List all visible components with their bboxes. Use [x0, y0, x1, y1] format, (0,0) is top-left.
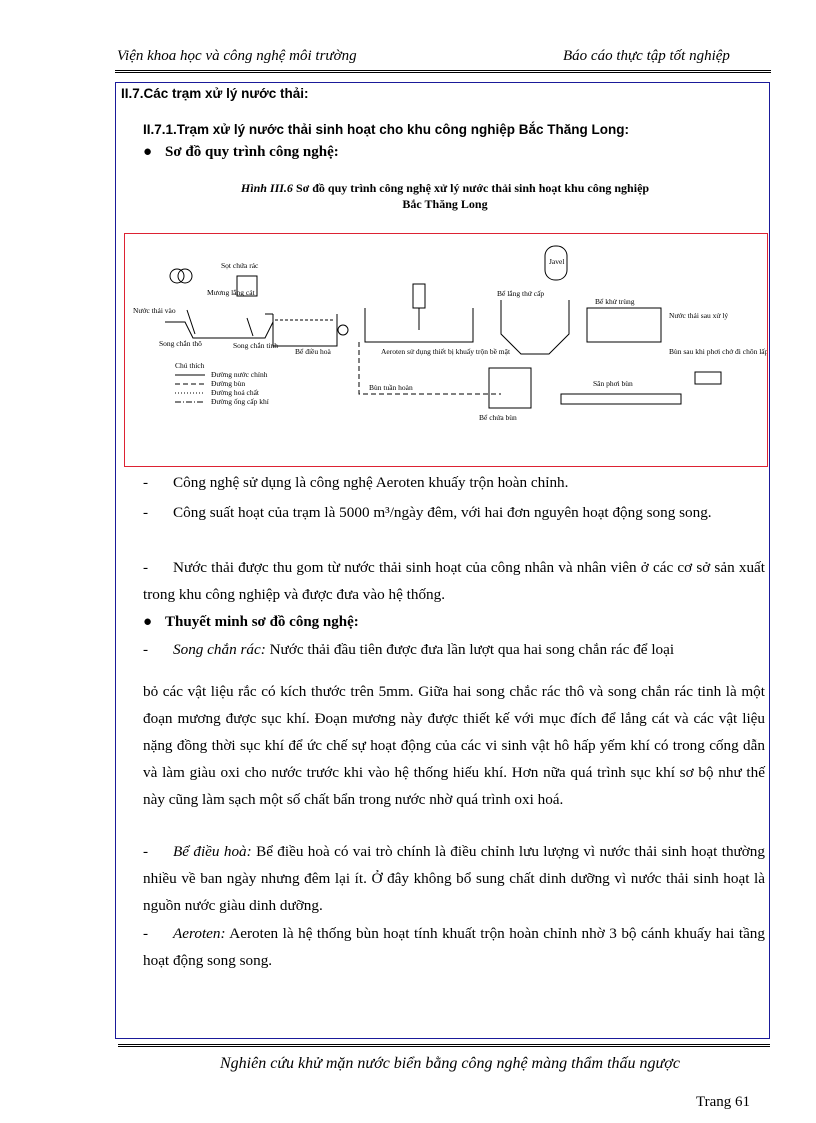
- paragraph-5-text: Bể điều hoà có vai trò chính là điều chỉnh lưu lượng vì nước thải sinh hoạt thường nhiều về ban ngày nhưng đêm lại ít. Ở đây không bổ sung chất dinh dưỡng vì nước thải sinh hoạt là nguồn nước giàu dinh dưỡng.: [143, 843, 765, 914]
- section-heading: II.7.Các trạm xử lý nước thải:: [121, 86, 309, 101]
- label-san-phoi-bun: Sân phơi bùn: [593, 379, 633, 388]
- figure-caption: [130, 180, 760, 212]
- paragraph-4: - Song chắn rác: Nước thải đầu tiên được đưa lần lượt qua hai song chắn rác để loại: [143, 641, 675, 658]
- paragraph-2: - Công suất hoạt của trạm là 5000 m³/ngày đêm, với hai đơn nguyên hoạt động song song.: [143, 504, 712, 521]
- footer-rule: [118, 1044, 770, 1047]
- term-be-dieu-hoa: Bể điều hoà:: [173, 843, 252, 860]
- caption-label: Hình III.6: [240, 181, 293, 195]
- paragraph-5: - Bể điều hoà: Bể điều hoà có vai trò chính là điều chỉnh lưu lượng vì nước thải sinh hoạt thường nhiều về ban ngày nhưng đêm lại ít. Ở đây không bổ sung chất dinh dưỡng vì nước thải sinh hoạt là nguồn nước giàu dinh dưỡng.: [143, 843, 765, 914]
- drying-bed: [561, 394, 681, 404]
- label-song-chan-tho: Song chắn thô: [159, 339, 202, 348]
- label-muong-lang-cat: Mương lắng cát: [207, 288, 255, 297]
- paragraph-1: - Công nghệ sử dụng là công nghệ Aeroten khuấy trộn hoàn chỉnh.: [143, 474, 569, 491]
- label-javel: Javel: [549, 257, 565, 266]
- paragraph-4-text: Nước thải đầu tiên được đưa lần lượt qua hai song chắn rác để loại: [265, 641, 675, 658]
- disinfection-tank: [587, 308, 661, 342]
- caption-line2: Bắc Thăng Long: [402, 197, 488, 211]
- label-aeroten: Aeroten sử dụng thiết bị khuấy trộn bề mặt: [381, 347, 511, 356]
- process-diagram-svg: [125, 234, 767, 466]
- bullet-icon: ●: [143, 614, 153, 630]
- legend-nuoc: Đường nước chính: [211, 370, 268, 379]
- paragraph-4-continued: bỏ các vật liệu rắc có kích thước trên 5mm. Giữa hai song chắc rác thô và song chắn rác tinh là một đoạn mương được sục khí. Đoạn mương này được thiết kế với mục đích để lắng cát và các vật liệu nặng đồng thời sục khí để ức chế sự hoạt động của các vi sinh vật hô hấp yếm khí có trong cống dẫn và làm giàu oxi cho nước trước khi vào hệ thống hiếu khí. Hơn nữa quá trình sục khí sơ bộ như thế này cũng làm sạch một số chất bẩn trong nước nhờ quá trình oxi hoá.: [143, 683, 765, 808]
- paragraph-2-text: Công suất hoạt của trạm là 5000 m³/ngày đêm, với hai đơn nguyên hoạt động song song.: [173, 504, 712, 521]
- header-right: Báo cáo thực tập tốt nghiệp: [563, 48, 730, 64]
- legend-hoa-chat: Đường hoá chất: [211, 388, 260, 397]
- coarse-screen: [187, 310, 195, 334]
- term-song-chan-rac: Song chắn rác:: [173, 641, 266, 658]
- label-bun-tuan-hoan: Bùn tuần hoàn: [369, 383, 413, 392]
- legend-bun: Đường bùn: [211, 379, 246, 388]
- mixer-icon: [413, 284, 425, 308]
- page-number: Trang 61: [696, 1094, 751, 1110]
- legend-khi: Đường ống cấp khí: [211, 397, 269, 406]
- paragraph-6: - Aeroten: Aeroten là hệ thống bùn hoạt tính khuất trộn hoàn chỉnh nhờ 3 bộ cánh khuấy hai tầng hoạt động song song.: [143, 925, 765, 969]
- bullet-explanation: [143, 614, 359, 631]
- label-nuoc-thai-sau-xu-ly: Nước thải sau xử lý: [669, 311, 729, 320]
- process-diagram: [124, 233, 768, 467]
- header-rule: [115, 70, 771, 73]
- bullet-label: Thuyết minh sơ đồ công nghệ:: [165, 614, 359, 630]
- footer-text: Nghiên cứu khử mặn nước biển bằng công nghệ màng thẩm thấu ngược: [220, 1055, 680, 1072]
- sludge-tank: [489, 368, 531, 408]
- caption-text: Sơ đồ quy trình công nghệ xử lý nước thải sinh hoạt khu công nghiệp: [292, 181, 650, 195]
- term-aeroten: Aeroten:: [173, 925, 226, 942]
- label-bun-sau-khi-phoi: Bùn sau khi phơi chở đi chôn lấp: [669, 347, 767, 356]
- pump-1-icon: [338, 325, 348, 335]
- channel-shape: [165, 322, 273, 338]
- label-be-khu-trung: Bể khử trùng: [595, 297, 635, 306]
- header-left: Viện khoa học và công nghệ môi trường: [117, 48, 357, 64]
- screen-symbol: [170, 269, 192, 283]
- label-nuoc-thai-vao: Nước thải vào: [133, 306, 176, 315]
- bullet-process-diagram: [143, 144, 339, 161]
- truck-icon: [695, 372, 721, 384]
- secondary-clarifier: [501, 300, 569, 354]
- label-song-chan-tinh: Song chắn tinh: [233, 341, 278, 350]
- equalization-tank: [273, 314, 337, 346]
- paragraph-3-text: Nước thải được thu gom từ nước thải sinh hoạt của công nhân và nhân viên ở các cơ sở sản xuất trong khu công nghiệp và được đưa vào hệ thống.: [143, 559, 765, 603]
- paragraph-1-text: Công nghệ sử dụng là công nghệ Aeroten khuấy trộn hoàn chỉnh.: [173, 474, 569, 491]
- label-be-chua-bun: Bể chứa bùn: [479, 413, 517, 422]
- paragraph-6-text: Aeroten là hệ thống bùn hoạt tính khuất trộn hoàn chỉnh nhờ 3 bộ cánh khuấy hai tầng hoạt động song song.: [143, 925, 765, 969]
- label-chu-thich: Chú thích: [175, 361, 205, 370]
- fine-screen: [247, 318, 253, 336]
- bullet-label: Sơ đồ quy trình công nghệ:: [165, 144, 339, 160]
- paragraph-3: - Nước thải được thu gom từ nước thải sinh hoạt của công nhân và nhân viên ở các cơ sở sản xuất trong khu công nghiệp và được đưa vào hệ thống.: [143, 559, 765, 603]
- label-be-dieu-hoa: Bể điều hoà: [295, 347, 331, 356]
- label-be-lang-thu-cap: Bể lắng thứ cấp: [497, 289, 545, 298]
- bullet-icon: ●: [143, 144, 153, 160]
- subsection-heading: II.7.1.Trạm xử lý nước thải sinh hoạt cho khu công nghiệp Bắc Thăng Long:: [143, 122, 629, 137]
- label-sot-chua-rac: Sọt chứa rác: [221, 261, 259, 270]
